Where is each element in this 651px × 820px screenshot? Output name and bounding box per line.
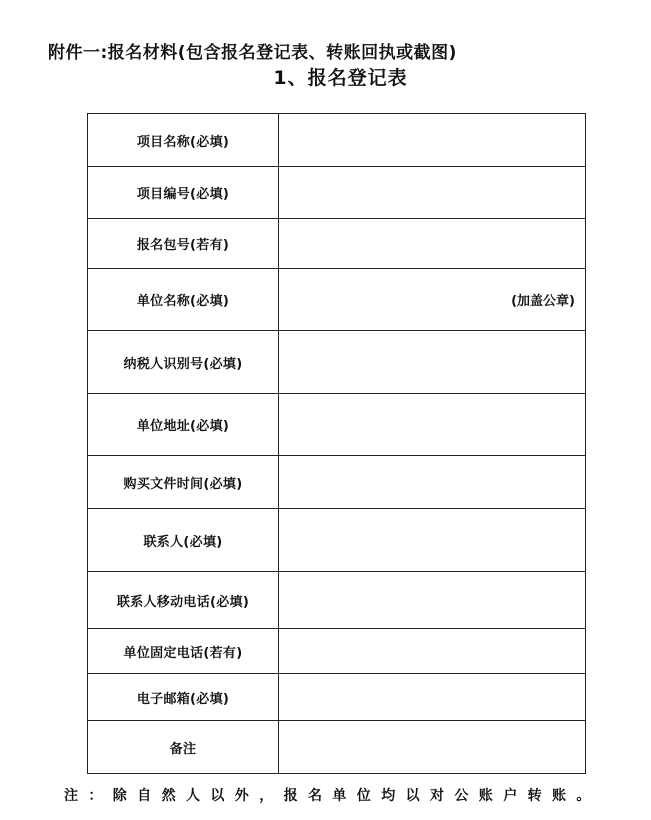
footer-note: 注：除自然人以外，报名单位均以对公账户转账。	[64, 788, 601, 804]
field-label-purchase-time: 购买文件时间(必填)	[88, 456, 279, 509]
field-value-email[interactable]	[279, 674, 586, 721]
field-value-purchase-time[interactable]	[279, 456, 586, 509]
field-label-landline-phone: 单位固定电话(若有)	[88, 629, 279, 674]
field-label-contact-person: 联系人(必填)	[88, 509, 279, 572]
table-row	[88, 572, 586, 629]
field-value-landline-phone[interactable]	[279, 629, 586, 674]
field-label-project-name: 项目名称(必填)	[88, 114, 279, 167]
field-value-project-number[interactable]	[279, 167, 586, 219]
table-row	[88, 167, 586, 219]
table-row	[88, 269, 586, 331]
page-heading: 附件一:报名材料(包含报名登记表、转账回执或截图)	[48, 43, 457, 63]
field-label-company-address: 单位地址(必填)	[88, 394, 279, 456]
field-value-contact-person[interactable]	[279, 509, 586, 572]
table-row	[88, 629, 586, 674]
field-value-company-address[interactable]	[279, 394, 586, 456]
field-label-taxpayer-id: 纳税人识别号(必填)	[88, 331, 279, 394]
field-label-company-name: 单位名称(必填)	[88, 269, 279, 331]
field-label-email: 电子邮箱(必填)	[88, 674, 279, 721]
field-value-project-name[interactable]	[279, 114, 586, 167]
field-label-project-number: 项目编号(必填)	[88, 167, 279, 219]
table-row	[88, 674, 586, 721]
field-value-taxpayer-id[interactable]	[279, 331, 586, 394]
field-label-package-number: 报名包号(若有)	[88, 219, 279, 269]
table-row	[88, 509, 586, 572]
field-value-remarks[interactable]	[279, 721, 586, 774]
field-label-remarks: 备注	[88, 721, 279, 774]
field-label-contact-mobile: 联系人移动电话(必填)	[88, 572, 279, 629]
field-value-contact-mobile[interactable]	[279, 572, 586, 629]
registration-form-table	[87, 113, 586, 774]
table-row	[88, 456, 586, 509]
table-row	[88, 114, 586, 167]
table-row	[88, 721, 586, 774]
table-row	[88, 219, 586, 269]
field-value-company-name[interactable]: (加盖公章)	[279, 269, 586, 331]
field-value-package-number[interactable]	[279, 219, 586, 269]
table-row	[88, 331, 586, 394]
table-row	[88, 394, 586, 456]
form-title: 1、报名登记表	[273, 67, 408, 89]
